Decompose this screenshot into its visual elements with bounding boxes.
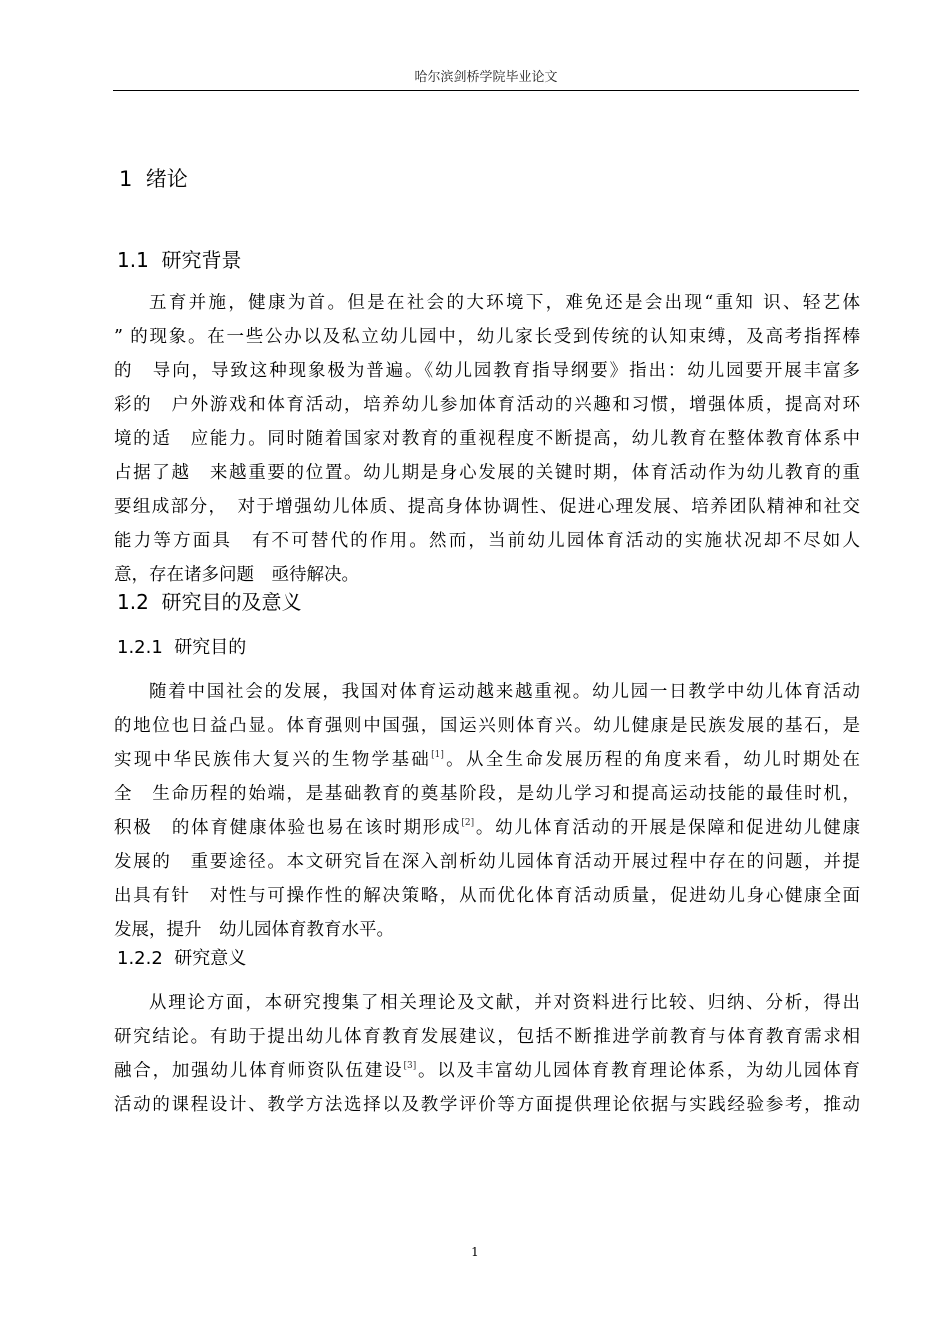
- paragraph-line: 发展的 重要途径。本文研究旨在深入剖析幼儿园体育活动开展过程中存在的问题，并提: [114, 852, 860, 872]
- paragraph-line: 彩的 户外游戏和体育活动，培养幼儿参加体育活动的兴趣和习惯，增强体质，提高对环: [114, 395, 860, 415]
- paragraph-line: 占据了越 来越重要的位置。幼儿期是身心发展的关键时期，体育活动作为幼儿教育的重: [114, 463, 860, 483]
- paragraph-line: 意，存在诸多问题 亟待解决。: [114, 565, 359, 585]
- paragraph-line: 出具有针 对性与可操作性的解决策略，从而优化体育活动质量，促进幼儿身心健康全面: [114, 886, 860, 906]
- line-text: 。幼儿体育活动的开展是保障和促进幼儿健康: [474, 818, 860, 838]
- chapter-number: 1: [119, 167, 133, 191]
- paragraph-line: 研究结论。有助于提出幼儿体育教育发展建议，包括不断推进学前教育与体育教育需求相: [114, 1027, 860, 1047]
- section-number: 1.1: [117, 248, 149, 272]
- line-text: 融合，加强幼儿体育师资队伍建设: [114, 1061, 404, 1081]
- section-title: 研究目的及意义: [161, 590, 302, 614]
- section-number: 1.2: [117, 590, 149, 614]
- running-header: [113, 70, 859, 91]
- paragraph-line: 境的适 应能力。同时随着国家对教育的重视程度不断提高，幼儿教育在整体教育体系中: [114, 429, 860, 449]
- running-title: 哈尔滨剑桥学院毕业论文: [414, 70, 558, 85]
- line-text: 实现中华民族伟大复兴的生物学基础: [114, 750, 432, 770]
- paragraph-line: [114, 1054, 860, 1088]
- paragraph-line: [114, 811, 860, 845]
- chapter-title: 绪论: [145, 167, 188, 191]
- paragraph-purpose: [114, 675, 860, 947]
- line-text: 。以及丰富幼儿园体育教育理论体系，为幼儿园体育: [416, 1061, 860, 1081]
- paragraph-line: 活动的课程设计、教学方法选择以及教学评价等方面提供理论依据与实践经验参考，推动: [114, 1095, 860, 1115]
- subsection-heading-purpose: [117, 635, 246, 661]
- paragraph-line: 从理论方面，本研究搜集了相关理论及文献，并对资料进行比较、归纳、分析，得出: [149, 993, 860, 1013]
- paragraph-background: [114, 286, 860, 592]
- paragraph-line: ” 的现象。在一些公办以及私立幼儿园中，幼儿家长受到传统的认知束缚，及高考指挥棒: [114, 327, 860, 347]
- subsection-heading-significance: [117, 946, 246, 972]
- section-heading-purpose-significance: [117, 588, 302, 616]
- paragraph-line: 的地位也日益凸显。体育强则中国强，国运兴则体育兴。幼儿健康是民族发展的基石，是: [114, 716, 860, 736]
- line-text: 积极 的体育健康体验也易在该时期形成: [114, 818, 462, 838]
- paragraph-line: 要组成部分， 对于增强幼儿体质、提高身体协调性、促进心理发展、培养团队精神和社交: [114, 497, 860, 517]
- subsection-title: 研究意义: [174, 948, 247, 969]
- citation-2: [2]: [461, 818, 475, 828]
- citation-3: [3]: [403, 1061, 417, 1071]
- subsection-number: 1.2.2: [117, 948, 163, 969]
- paragraph-significance: [114, 986, 860, 1122]
- chapter-heading: [119, 164, 188, 194]
- subsection-number: 1.2.1: [117, 637, 163, 658]
- paragraph-line: 的 导向，导致这种现象极为普遍。《幼儿园教育指导纲要》指出：幼儿园要开展丰富多: [114, 361, 860, 381]
- page-number: 1: [471, 1245, 479, 1259]
- paragraph-line: 五育并施，健康为首。但是在社会的大环境下，难免还是会出现“重知 识、轻艺体: [149, 293, 860, 313]
- section-heading-background: [117, 246, 242, 274]
- paragraph-line: 能力等方面具 有不可替代的作用。然而，当前幼儿园体育活动的实施状况却不尽如人: [114, 531, 860, 551]
- section-title: 研究背景: [161, 248, 242, 272]
- paragraph-line: 发展，提升 幼儿园体育教育水平。: [114, 920, 394, 940]
- paragraph-line: 随着中国社会的发展，我国对体育运动越来越重视。幼儿园一日教学中幼儿体育活动: [149, 682, 860, 702]
- subsection-title: 研究目的: [174, 637, 247, 658]
- paragraph-line: 全 生命历程的始端，是基础教育的奠基阶段，是幼儿学习和提高运动技能的最佳时机，: [114, 784, 860, 804]
- paragraph-line: [114, 743, 860, 777]
- line-text: 。从全生命发展历程的角度来看，幼儿时期处在: [443, 750, 860, 770]
- citation-1: [1]: [431, 750, 444, 760]
